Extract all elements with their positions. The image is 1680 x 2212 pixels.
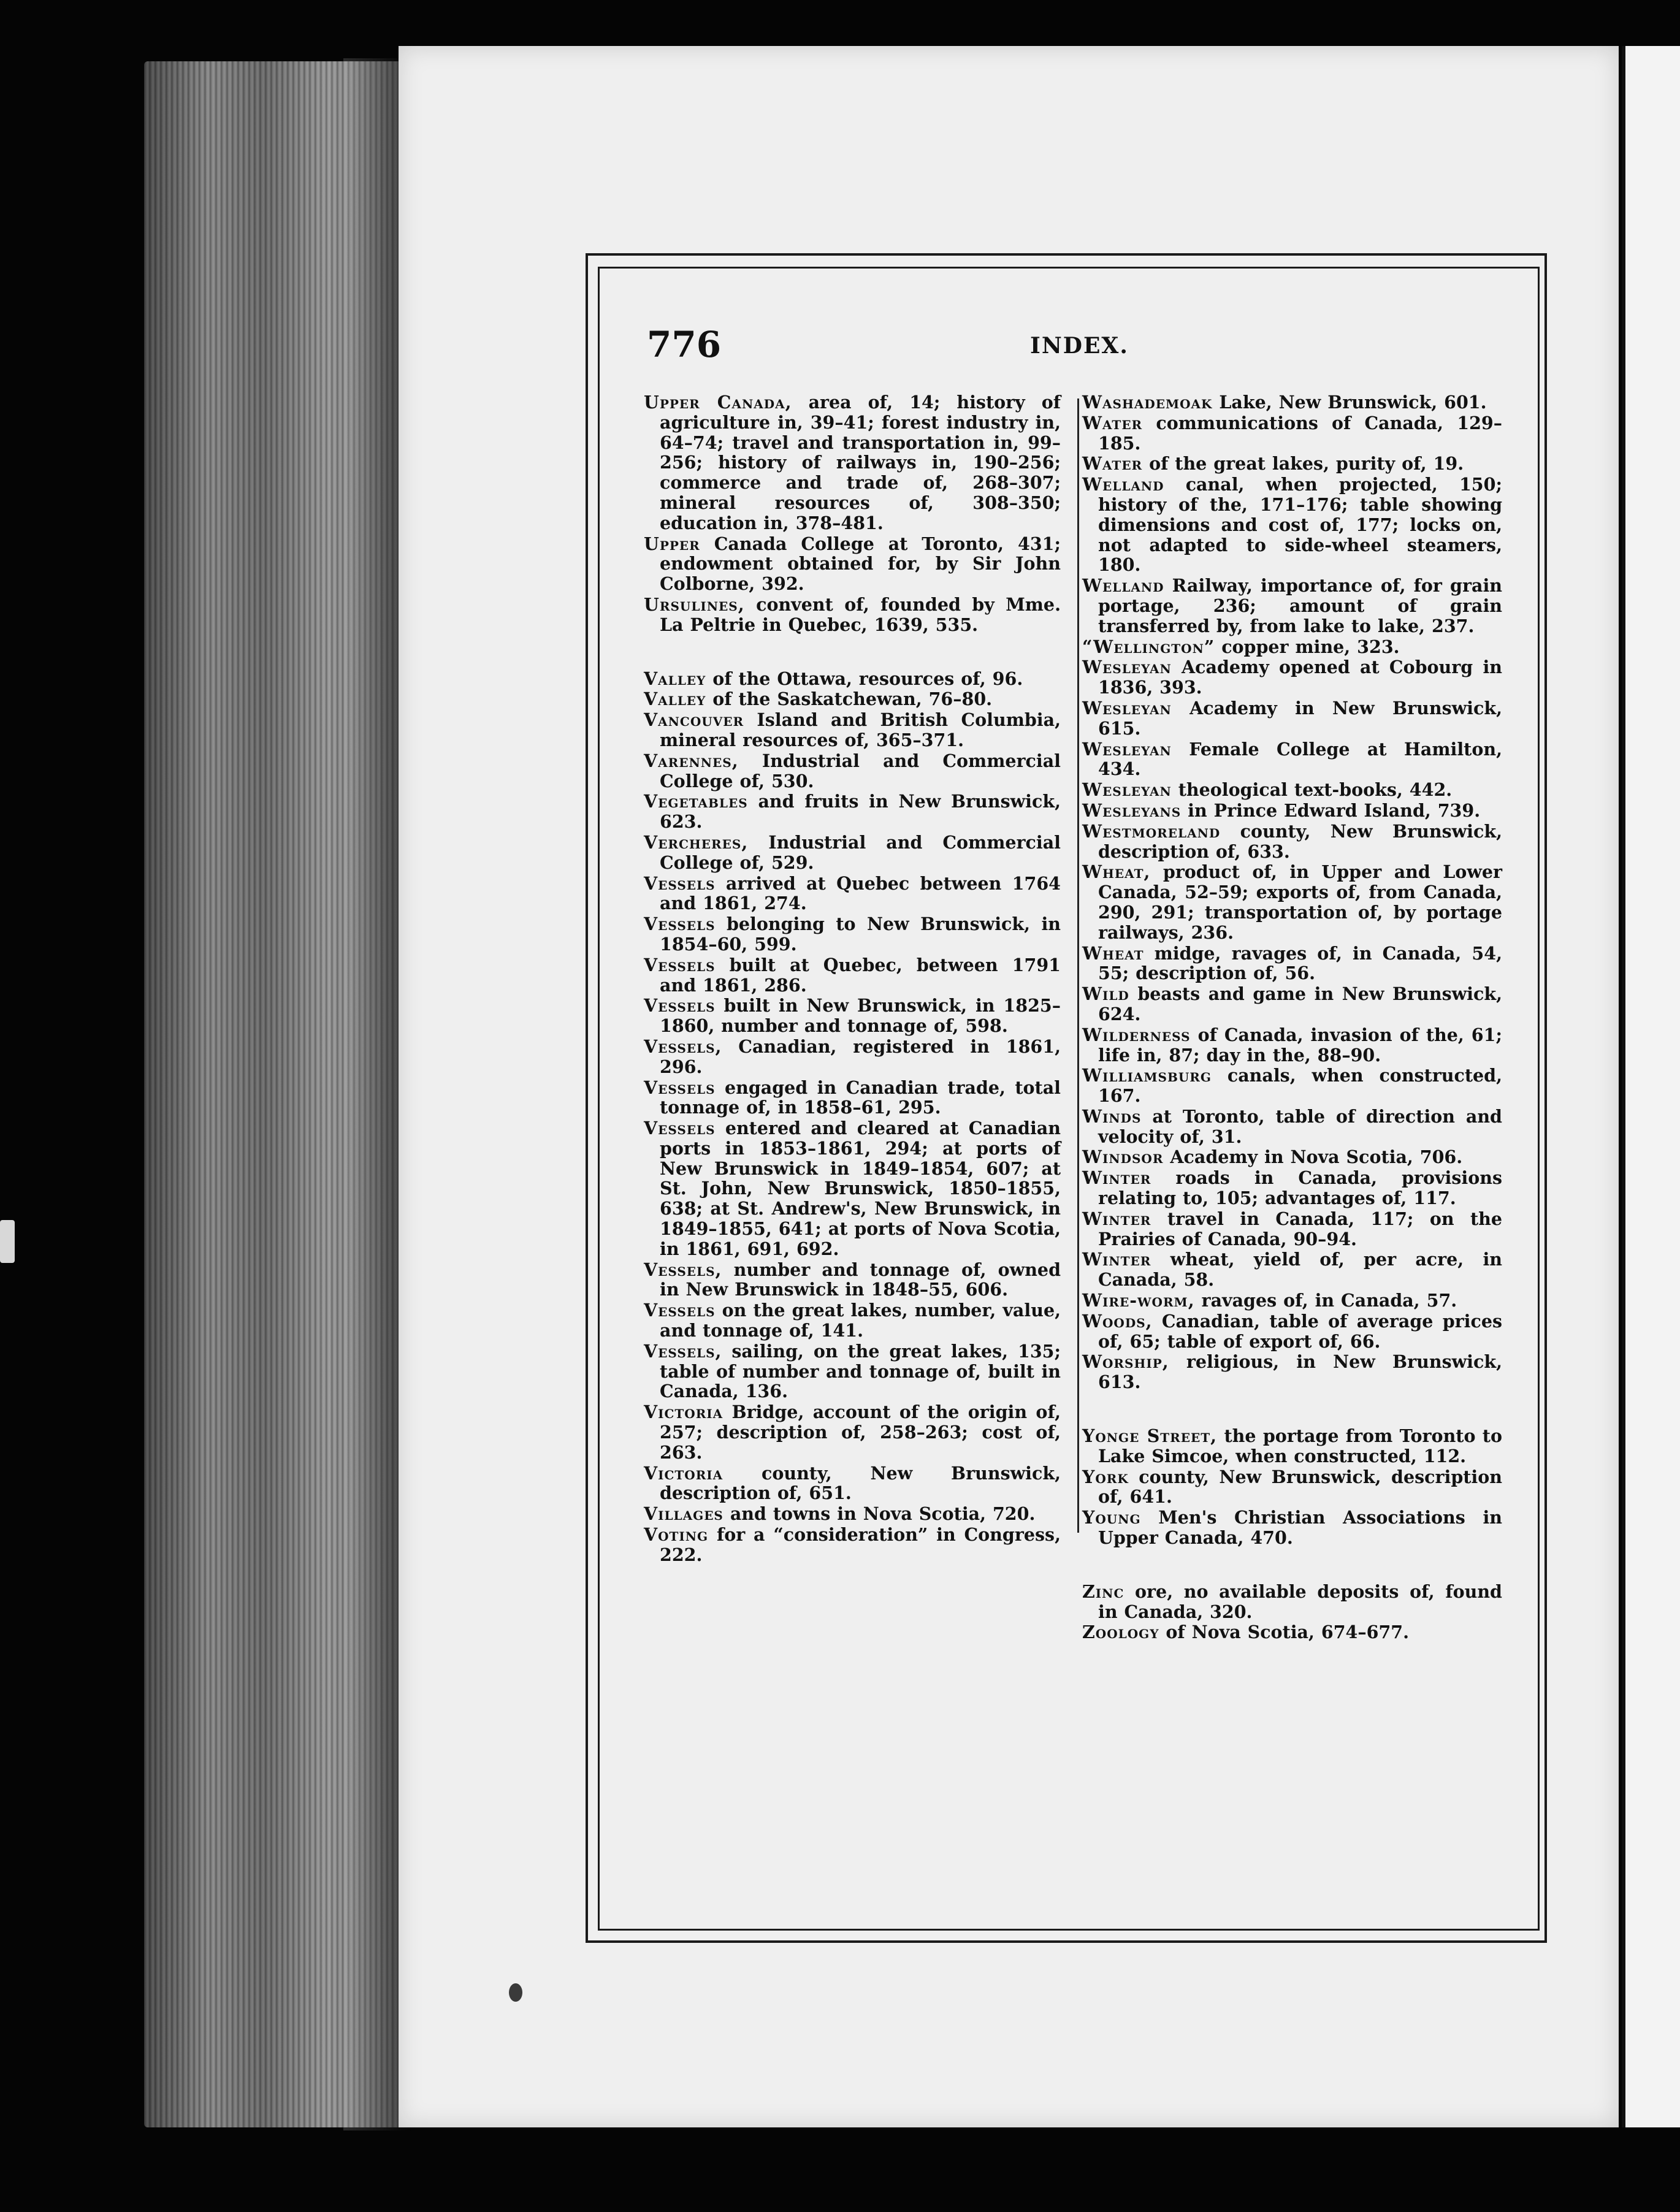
entry-heading: Voting xyxy=(644,1524,709,1546)
index-entry xyxy=(644,392,1061,533)
entry-heading: Vegetables xyxy=(644,791,748,812)
entry-text: built in New Brunswick, in 1825–1860, number and tonnage of, 598. xyxy=(660,995,1061,1037)
index-entry xyxy=(1082,1147,1502,1167)
entry-text: copper mine, 323. xyxy=(1215,636,1400,657)
index-entry xyxy=(1082,1508,1502,1548)
index-column-right xyxy=(1082,392,1502,1643)
entry-text: beasts and game in New Brunswick, 624. xyxy=(1098,983,1502,1024)
entry-heading: Victoria xyxy=(644,1402,724,1423)
entry-text: communications of Canada, 129–185. xyxy=(1098,412,1502,454)
index-entry xyxy=(1082,1066,1502,1106)
entry-text: of the Ottawa, resources of, 96. xyxy=(706,668,1023,689)
entry-heading: Vercheres, xyxy=(644,831,749,853)
index-entry xyxy=(644,833,1061,873)
entry-heading: Vessels xyxy=(644,913,716,935)
entry-heading: Wesleyan xyxy=(1082,738,1172,760)
entry-text: travel in Canada, 117; on the Prairies of Canada, 90–94. xyxy=(1098,1208,1502,1249)
entry-heading: Wilderness xyxy=(1082,1024,1191,1045)
entry-text: Industrial and Commercial College of, 530. xyxy=(660,750,1061,791)
entry-heading: Welland xyxy=(1082,575,1164,597)
entry-text: canals, when constructed, 167. xyxy=(1098,1065,1502,1107)
entry-heading: Ursulines, xyxy=(644,593,745,615)
entry-text: Academy in Nova Scotia, 706. xyxy=(1163,1146,1463,1168)
entry-heading: Winter xyxy=(1082,1208,1151,1229)
index-entry xyxy=(1082,454,1502,474)
entry-text: Academy opened at Cobourg in 1836, 393. xyxy=(1098,657,1502,698)
entry-text: religious, in New Brunswick, 613. xyxy=(1098,1351,1502,1393)
entry-heading: Vessels, xyxy=(644,1035,722,1057)
entry-text: Canada College at Toronto, 431; endowment obtained for, by Sir John Colborne, 392. xyxy=(660,533,1061,595)
entry-text: the portage from Toronto to Lake Simcoe, when constructed, 112. xyxy=(1098,1425,1502,1466)
index-entry xyxy=(1082,1622,1502,1642)
index-entry xyxy=(1082,780,1502,800)
index-entry xyxy=(644,996,1061,1036)
entry-text: roads in Canada, provisions relating to, 105; advantages of, 117. xyxy=(1098,1167,1502,1209)
index-entry xyxy=(1082,1311,1502,1352)
entry-heading: Vessels xyxy=(644,1118,716,1139)
entry-heading: “Wellington” xyxy=(1082,636,1215,657)
entry-text: engaged in Canadian trade, total tonnage of, in 1858–61, 295. xyxy=(660,1077,1061,1118)
entry-heading: Welland xyxy=(1082,474,1164,495)
index-entry xyxy=(1082,1249,1502,1290)
index-entry xyxy=(644,1402,1061,1462)
entry-heading: Vessels xyxy=(644,1300,716,1321)
entry-heading: Victoria xyxy=(644,1462,724,1484)
index-entry xyxy=(644,1463,1061,1504)
entry-text: county, New Brunswick, description of, 641. xyxy=(1098,1466,1502,1508)
index-column-left xyxy=(644,392,1061,1566)
index-entry xyxy=(1082,1352,1502,1392)
entry-text: Island and British Columbia, mineral resources of, 365–371. xyxy=(660,709,1061,750)
entry-heading: Winter xyxy=(1082,1167,1151,1189)
index-entry xyxy=(644,1300,1061,1341)
entry-heading: Vessels xyxy=(644,872,716,894)
entry-text: at Toronto, table of direction and velocity of, 31. xyxy=(1098,1105,1502,1147)
entry-heading: Young xyxy=(1082,1507,1141,1528)
index-entry xyxy=(1082,392,1502,413)
entry-heading: Wesleyans xyxy=(1082,799,1182,821)
entry-text: on the great lakes, number, value, and tonnage of, 141. xyxy=(660,1300,1061,1341)
index-entry xyxy=(1082,1107,1502,1147)
entry-heading: Vessels, xyxy=(644,1259,722,1280)
entry-text: Female College at Hamilton, 434. xyxy=(1098,738,1502,780)
entry-heading: Valley xyxy=(644,668,706,689)
index-entry xyxy=(1082,698,1502,739)
index-entry xyxy=(1082,862,1502,942)
index-entry xyxy=(644,1078,1061,1118)
index-entry xyxy=(644,689,1061,709)
entry-heading: Worship, xyxy=(1082,1351,1169,1373)
entry-text: canal, when projected, 150; history of the, 171–176; table showing dimensions and cost of, 177; locks on, not adapted to side-wheel steamers, 180. xyxy=(1098,474,1502,576)
index-entry xyxy=(1082,1467,1502,1508)
entry-heading: Varennes, xyxy=(644,750,739,771)
entry-text: of the great lakes, purity of, 19. xyxy=(1142,453,1464,475)
entry-heading: Upper Canada, xyxy=(644,392,792,413)
entry-heading: Wire-worm, xyxy=(1082,1290,1195,1311)
index-entry xyxy=(1082,739,1502,780)
entry-text: Men's Christian Associations in Upper Canada, 470. xyxy=(1098,1507,1502,1549)
index-entry xyxy=(1082,576,1502,636)
index-entry xyxy=(644,1341,1061,1402)
index-entry xyxy=(1082,657,1502,698)
entry-heading: York xyxy=(1082,1466,1129,1487)
entry-text: of Canada, invasion of the, 61; life in, 87; day in the, 88–90. xyxy=(1098,1024,1502,1066)
entry-heading: Washademoak xyxy=(1082,392,1213,413)
entry-text: Academy in New Brunswick, 615. xyxy=(1098,697,1502,739)
entry-text: county, New Brunswick, description of, 651. xyxy=(660,1462,1061,1504)
entry-heading: Vessels xyxy=(644,1077,716,1098)
entry-text: arrived at Quebec between 1764 and 1861, 274. xyxy=(660,872,1061,914)
column-divider xyxy=(1077,399,1079,1533)
entry-heading: Vancouver xyxy=(644,709,744,731)
entry-heading: Windsor xyxy=(1082,1146,1164,1168)
entry-text: ore, no available deposits of, found in Canada, 320. xyxy=(1098,1581,1502,1622)
facing-page-edge xyxy=(1622,46,1680,2127)
entry-text: Lake, New Brunswick, 601. xyxy=(1212,392,1487,413)
index-entry xyxy=(644,534,1061,594)
entry-heading: Vessels xyxy=(644,995,716,1016)
entry-text: entered and cleared at Canadian ports in 1853–1861, 294; at ports of New Brunswick in 1849–1854, 607; at St. John, New Brunswick, 1850–1855, 638; at St. Andrew's, New Brunswick, in 1849–1855, 641; at ports of Nova Scotia, in 1861, 691, 692. xyxy=(660,1118,1061,1259)
entry-text: in Prince Edward Island, 739. xyxy=(1181,799,1481,821)
index-entry xyxy=(644,669,1061,689)
index-entry xyxy=(644,874,1061,914)
entry-heading: Winter xyxy=(1082,1249,1151,1270)
entry-heading: Upper xyxy=(644,533,700,554)
entry-text: county, New Brunswick, description of, 633. xyxy=(1098,820,1502,862)
entry-text: area of, 14; history of agriculture in, 39–41; forest industry in, 64–74; travel and transportation in, 99–256; history of railways in, 190–256; commerce and trade of, 268–307; mineral resources of, 308–350; education in, 378–481. xyxy=(660,392,1061,533)
entry-text: of the Saskatchewan, 76–80. xyxy=(706,688,993,710)
entry-text: Canadian, registered in 1861, 296. xyxy=(660,1035,1061,1077)
entry-text: product of, in Upper and Lower Canada, 52–59; exports of, from Canada, 290, 291; transportation of, by portage railways, 236. xyxy=(1098,861,1502,943)
index-entry xyxy=(644,791,1061,832)
entry-text: Industrial and Commercial College of, 529. xyxy=(660,831,1061,873)
entry-heading: Wheat, xyxy=(1082,861,1151,883)
entry-heading: Wheat xyxy=(1082,942,1144,964)
entry-heading: Water xyxy=(1082,453,1143,475)
entry-text: convent of, founded by Mme. La Peltrie in Quebec, 1639, 535. xyxy=(660,593,1061,635)
entry-text: and fruits in New Brunswick, 623. xyxy=(660,791,1061,833)
entry-heading: Winds xyxy=(1082,1105,1142,1127)
index-entry xyxy=(644,595,1061,635)
entry-heading: Wild xyxy=(1082,983,1129,1005)
index-entry xyxy=(644,1260,1061,1300)
entry-heading: Villages xyxy=(644,1503,724,1525)
page-number: 776 xyxy=(647,324,722,365)
index-entry xyxy=(1082,1025,1502,1066)
index-entry xyxy=(1082,944,1502,984)
index-entry xyxy=(1082,984,1502,1024)
entry-text: Railway, importance of, for grain portage, 236; amount of grain transferred by, from lake to lake, 237. xyxy=(1098,575,1502,636)
entry-heading: Woods, xyxy=(1082,1310,1153,1332)
entry-text: wheat, yield of, per acre, in Canada, 58. xyxy=(1098,1249,1502,1291)
index-entry xyxy=(1082,1209,1502,1249)
index-entry xyxy=(1082,413,1502,454)
index-entry xyxy=(1082,637,1502,657)
entry-text: of Nova Scotia, 674–677. xyxy=(1159,1622,1410,1643)
entry-text: and towns in Nova Scotia, 720. xyxy=(723,1503,1036,1525)
entry-heading: Zoology xyxy=(1082,1622,1159,1643)
index-entry xyxy=(644,1037,1061,1077)
index-entry xyxy=(1082,822,1502,862)
index-entry xyxy=(1082,1426,1502,1466)
index-entry xyxy=(1082,475,1502,575)
index-entry xyxy=(1082,801,1502,821)
entry-text: Canadian, table of average prices of, 65; table of export of, 66. xyxy=(1098,1310,1502,1352)
entry-text: belonging to New Brunswick, in 1854–60, 599. xyxy=(660,913,1061,955)
entry-heading: Wesleyan xyxy=(1082,779,1172,801)
entry-heading: Wesleyan xyxy=(1082,697,1172,719)
index-entry xyxy=(1082,1582,1502,1622)
entry-heading: Wesleyan xyxy=(1082,657,1172,678)
entry-text: for a “consideration” in Congress, 222. xyxy=(660,1524,1061,1565)
entry-text: ravages of, in Canada, 57. xyxy=(1194,1290,1457,1311)
index-entry xyxy=(644,751,1061,791)
page-blemish xyxy=(509,1983,522,2002)
entry-text: number and tonnage of, owned in New Brunswick in 1848–55, 606. xyxy=(660,1259,1061,1300)
index-entry xyxy=(1082,1291,1502,1311)
entry-text: built at Quebec, between 1791 and 1861, 286. xyxy=(660,954,1061,996)
entry-heading: Water xyxy=(1082,412,1143,433)
entry-text: theological text-books, 442. xyxy=(1171,779,1453,801)
index-entry xyxy=(1082,1168,1502,1208)
index-entry xyxy=(644,1504,1061,1524)
running-header: INDEX. xyxy=(1030,333,1129,359)
entry-text: midge, ravages of, in Canada, 54, 55; description of, 56. xyxy=(1098,942,1502,984)
entry-text: Bridge, account of the origin of, 257; description of, 258–263; cost of, 263. xyxy=(660,1402,1061,1463)
entry-text: sailing, on the great lakes, 135; table of number and tonnage of, built in Canada, 136. xyxy=(660,1340,1061,1402)
index-entry xyxy=(644,1525,1061,1565)
index-entry xyxy=(644,710,1061,750)
entry-heading: Williamsburg xyxy=(1082,1065,1212,1086)
index-entry xyxy=(644,1118,1061,1259)
index-entry xyxy=(644,955,1061,996)
entry-heading: Valley xyxy=(644,688,706,710)
entry-heading: Vessels, xyxy=(644,1340,722,1362)
index-entry xyxy=(644,914,1061,955)
entry-heading: Vessels xyxy=(644,954,716,975)
binding-mark xyxy=(0,1220,15,1263)
entry-heading: Yonge Street, xyxy=(1082,1425,1218,1447)
entry-heading: Zinc xyxy=(1082,1581,1124,1602)
entry-heading: Westmoreland xyxy=(1082,820,1221,842)
